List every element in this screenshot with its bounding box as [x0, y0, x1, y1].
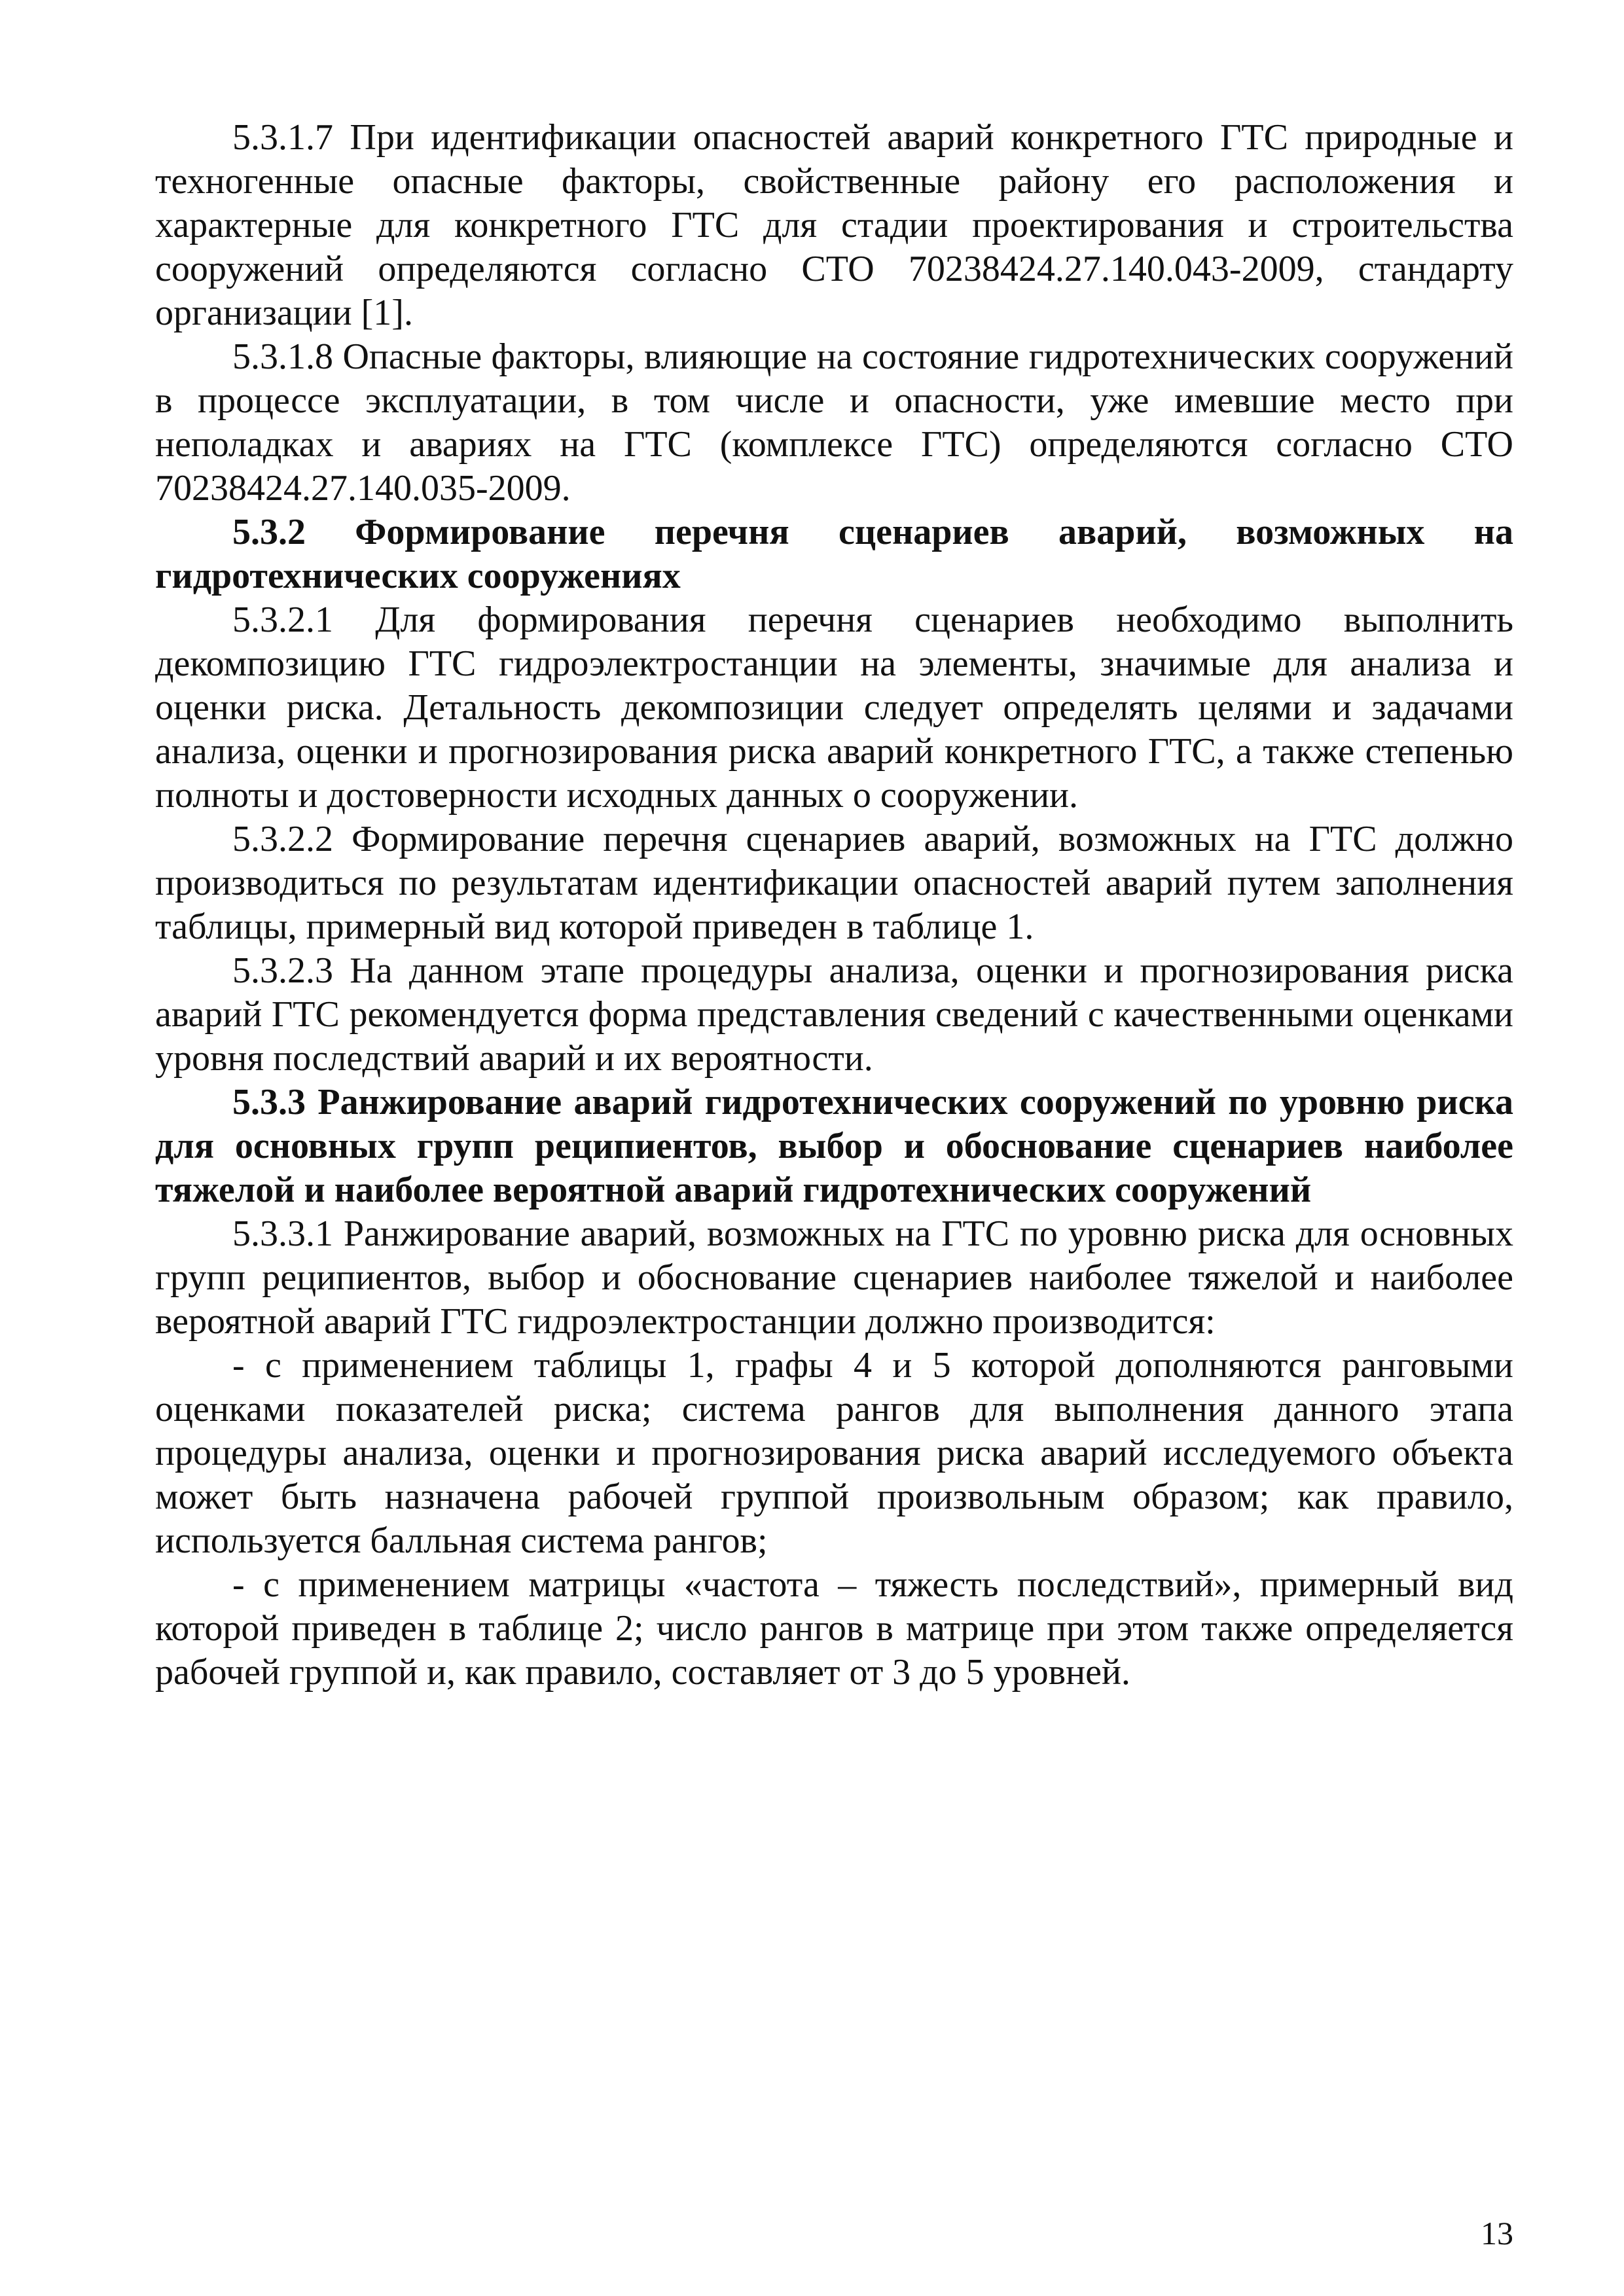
section-heading-5-3-2: 5.3.2 Формирование перечня сценариев аварий, возможных на гидротехнических сооружениях — [155, 512, 1513, 596]
document-body — [155, 116, 1513, 1695]
page-number: 13 — [1481, 2215, 1513, 2251]
list-item-table-1: - с применением таблицы 1, графы 4 и 5 которой дополняются ранговыми оценками показателей риска; система рангов для выполнения данного этапа процедуры анализа, оценки и прогнозирования риска аварий исследуемого объекта может быть назначена рабочей группой произвольным образом; как правило, используется балльная система рангов; — [155, 1345, 1513, 1561]
paragraph-5-3-1-8: 5.3.1.8 Опасные факторы, влияющие на состояние гидротехнических сооружений в процессе эксплуатации, в том числе и опасности, уже имевшие место при неполадках и авариях на ГТС (комплексе ГТС) определяются согласно СТО 70238424.27.140.035-2009. — [155, 336, 1513, 509]
paragraph-5-3-1-7: 5.3.1.7 При идентификации опасностей аварий конкретного ГТС природные и техногенные опасные факторы, свойственные району его расположения и характерные для конкретного ГТС для стадии проектирования и строительства сооружений определяются согласно СТО 70238424.27.140.043-2009, стандарту организации [1]. — [155, 117, 1513, 333]
list-item-matrix: - с применением матрицы «частота – тяжесть последствий», примерный вид которой приведен в таблице 2; число рангов в матрице при этом также определяется рабочей группой и, как правило, составляет от 3 до 5 уровней. — [155, 1564, 1513, 1693]
paragraph-5-3-2-2: 5.3.2.2 Формирование перечня сценариев аварий, возможных на ГТС должно производиться по результатам идентификации опасностей аварий путем заполнения таблицы, примерный вид которой приведен в таблице 1. — [155, 819, 1513, 947]
paragraph-5-3-2-3: 5.3.2.3 На данном этапе процедуры анализа, оценки и прогнозирования риска аварий ГТС рекомендуется форма представления сведений с качественными оценками уровня последствий аварий и их вероятности. — [155, 950, 1513, 1079]
section-heading-5-3-3: 5.3.3 Ранжирование аварий гидротехнических сооружений по уровню риска для основных групп реципиентов, выбор и обоснование сценариев наиболее тяжелой и наиболее вероятной аварий гидротехнических сооружений — [155, 1082, 1513, 1210]
paragraph-5-3-3-1: 5.3.3.1 Ранжирование аварий, возможных на ГТС по уровню риска для основных групп реципиентов, выбор и обоснование сценариев наиболее тяжелой и наиболее вероятной аварий ГТС гидроэлектростанции должно производится: — [155, 1213, 1513, 1342]
paragraph-5-3-2-1: 5.3.2.1 Для формирования перечня сценариев необходимо выполнить декомпозицию ГТС гидроэлектростанции на элементы, значимые для анализа и оценки риска. Детальность декомпозиции следует определять целями и задачами анализа, оценки и прогнозирования риска аварий конкретного ГТС, а также степенью полноты и достоверности исходных данных о сооружении. — [155, 600, 1513, 816]
